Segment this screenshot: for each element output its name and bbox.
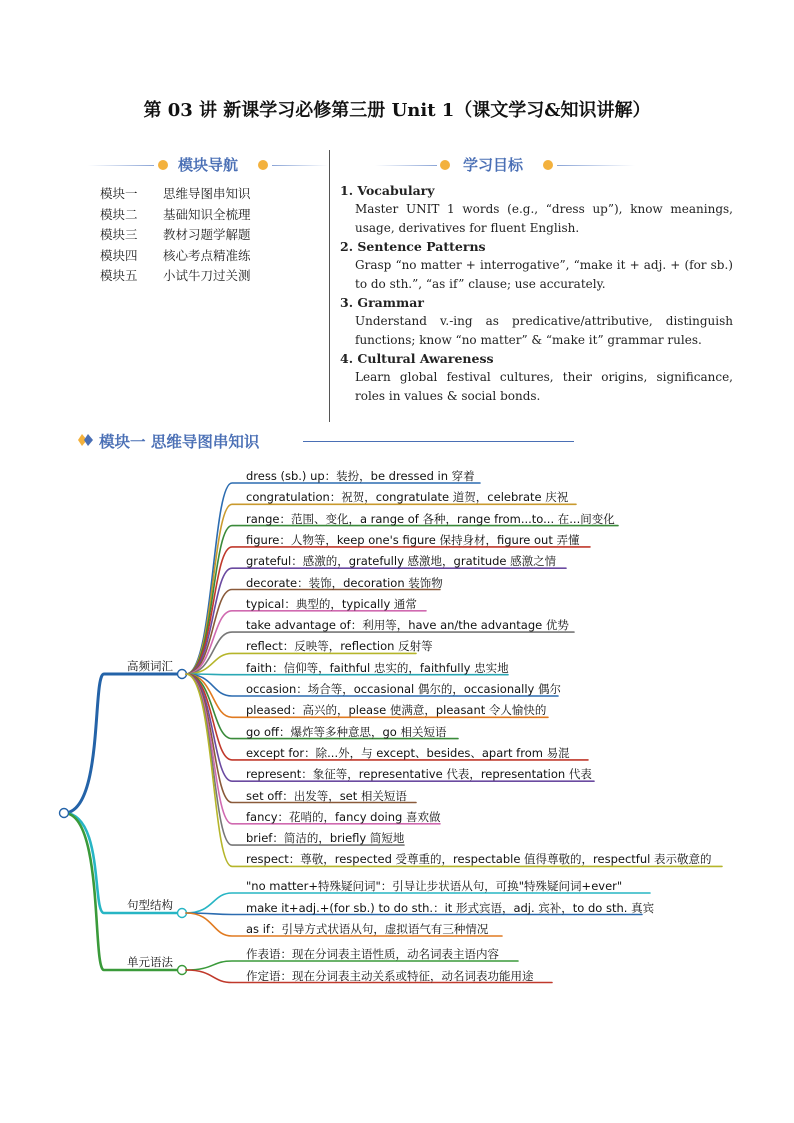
- leaf-text: fancy：花哨的，fancy doing 喜欢做: [246, 809, 441, 824]
- branch-node: [178, 966, 187, 975]
- branch-node: [178, 909, 187, 918]
- goal-description: Grasp “no matter + interrogative”, “make it + adj. + (for sb.) to do sth.”, “as if” clause; use accurately.: [355, 258, 733, 291]
- page-title: 第 03 讲 新课学习必修第三册 Unit 1（课文学习&知识讲解）: [143, 100, 651, 121]
- module-number: 模块四: [100, 247, 138, 263]
- goal-description: Master UNIT 1 words (e.g., “dress up”), know meanings, usage, derivatives for fluent English.: [355, 202, 733, 235]
- goal-title: 3. Grammar: [340, 295, 424, 310]
- leaf-text: respect：尊敬，respected 受尊重的，respectable 值得尊敬的，respectful 表示敬意的: [246, 852, 712, 867]
- root-node: [60, 809, 69, 818]
- module-number: 模块二: [100, 206, 138, 222]
- leaf-text: occasion：场合等，occasional 偶尔的，occasionally 偶尔: [246, 682, 562, 696]
- leaf-text: take advantage of：利用等，have an/the advantage 优势: [246, 618, 569, 633]
- leaf-text: range：范围、变化，a range of 各种，range from...to... 在...间变化: [246, 511, 615, 526]
- leaf-text: figure：人物等，keep one's figure 保持身材，figure out 弄懂: [246, 532, 580, 547]
- goal-title: 2. Sentence Patterns: [340, 239, 486, 254]
- module-number: 模块五: [100, 268, 138, 284]
- leaf-text: 作定语：现在分词表主动关系或特征，动名词表功能用途: [246, 968, 534, 983]
- leaf-text: except for：除...外，与 except、besides、apart from 易混: [246, 745, 570, 760]
- goal-description: Learn global festival cultures, their origins, significance, roles in values & social bonds.: [355, 370, 733, 403]
- leaf-text: go off：爆炸等多种意思，go 相关短语: [246, 724, 447, 739]
- nav-heading: 模块导航: [178, 156, 239, 174]
- leaf-text: typical：典型的，typically 通常: [246, 596, 417, 611]
- module-label: 基础知识全梳理: [163, 206, 251, 222]
- module-number: 模块一: [100, 186, 138, 201]
- branch-label: 高频词汇: [127, 659, 173, 673]
- leaf-text: brief：简洁的，briefly 简短地: [246, 831, 405, 846]
- leaf-text: decorate：装饰，decoration 装饰物: [246, 575, 443, 590]
- leaf-text: pleased：高兴的，please 使满意，pleasant 令人愉快的: [246, 703, 547, 718]
- leaf-text: grateful：感激的，gratefully 感激地，gratitude 感激之情: [246, 554, 557, 569]
- leaf-text: represent：象征等，representative 代表，representation 代表: [246, 767, 592, 782]
- module-label: 思维导图串知识: [163, 186, 251, 201]
- leaf-text: set off：出发等，set 相关短语: [246, 788, 407, 803]
- leaf-text: 作表语：现在分词表主语性质，动名词表主语内容: [246, 947, 499, 961]
- module-label: 教材习题学解题: [163, 227, 251, 243]
- section-title: 模块一 思维导图串知识: [99, 433, 260, 451]
- goals-heading: 学习目标: [463, 156, 524, 174]
- goal-title: 4. Cultural Awareness: [340, 351, 494, 366]
- leaf-text: reflect：反映等，reflection 反射等: [246, 639, 433, 654]
- goal-title: 1. Vocabulary: [340, 183, 435, 198]
- module-number: 模块三: [100, 227, 138, 243]
- branch-connector: [64, 813, 182, 970]
- leaf-text: faith：信仰等，faithful 忠实的，faithfully 忠实地: [246, 660, 509, 675]
- leaf-text: "no matter+特殊疑问词"：引导让步状语从句，可换"特殊疑问词+ever": [246, 879, 623, 893]
- branch-connector: [64, 674, 182, 813]
- leaf-text: congratulation：祝贺，congratulate 道贺，celebrate 庆祝: [246, 490, 569, 505]
- goal-description: Understand v.-ing as predicative/attributive, distinguish functions; know “no matter” & “make it” grammar rules.: [355, 314, 733, 347]
- leaf-text: as if：引导方式状语从句，虚拟语气有三种情况: [246, 922, 489, 936]
- leaf-text: make it+adj.+(for sb.) to do sth.：it 形式宾语，adj. 宾补，to do sth. 真宾: [246, 900, 655, 915]
- branch-label: 句型结构: [127, 898, 173, 912]
- branch-label: 单元语法: [127, 955, 173, 969]
- module-label: 小试牛刀过关测: [163, 268, 251, 284]
- branch-node: [178, 670, 187, 679]
- module-label: 核心考点精准练: [163, 247, 251, 263]
- leaf-text: dress (sb.) up：装扮，be dressed in 穿着: [246, 469, 475, 483]
